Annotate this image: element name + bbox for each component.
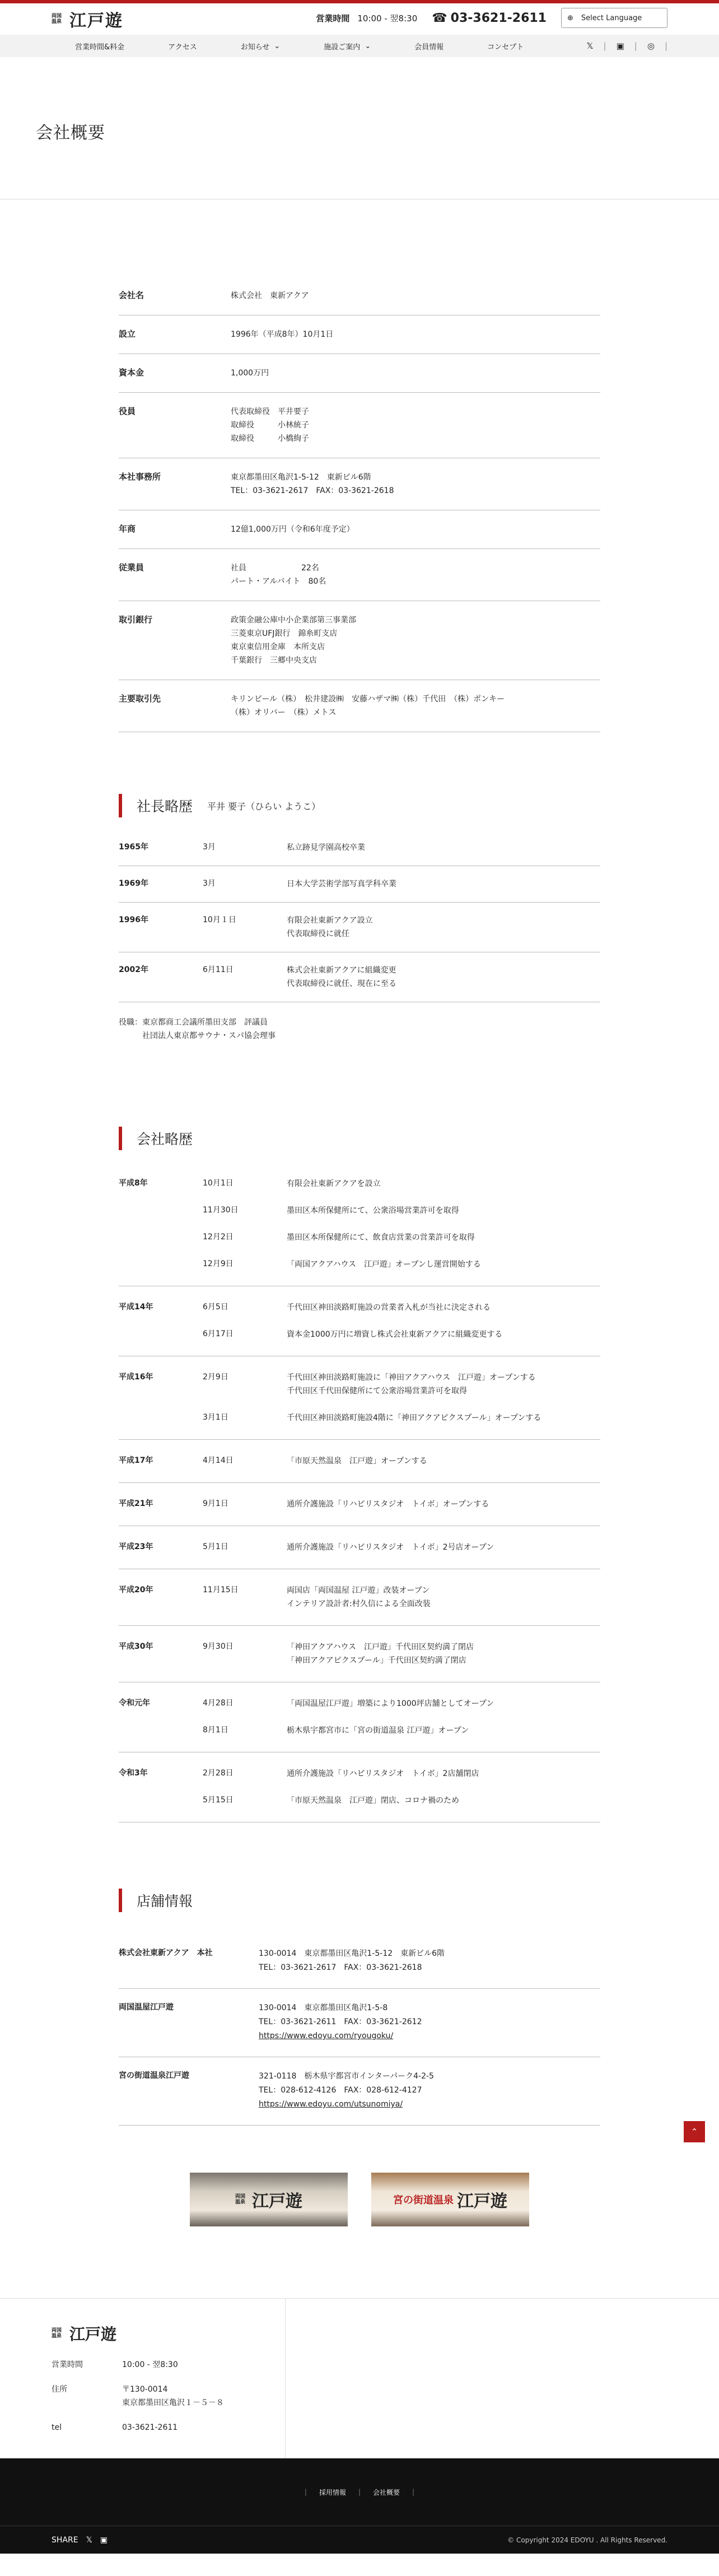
overview-value: 株式会社 東新アクア — [231, 291, 309, 300]
history-date: 8月1日 — [203, 1726, 228, 1735]
overview-value: 1,000万円 — [231, 369, 269, 378]
footer-address: 住所 〒130-0014 東京都墨田区亀沢１－５－８ — [52, 2385, 224, 2407]
overview-key: 年商 — [119, 524, 136, 534]
history-date: 5月15日 — [203, 1796, 234, 1805]
history-text: 有限会社東新アクア設立 代表取締役に就任 — [287, 916, 373, 938]
overview-value: 代表取締役 平井要子 取締役 小林統子 取締役 小橋絢子 — [231, 407, 309, 443]
history-text: 「両国アクアハウス 江戸遊」オープンし運営開始する — [287, 1260, 481, 1269]
history-year: 平成14年 — [119, 1303, 153, 1312]
phone-number[interactable]: ☎ 03-3621-2611 — [432, 11, 547, 25]
page-top-button[interactable] — [684, 2121, 705, 2142]
history-row — [119, 1491, 600, 1518]
history-text: 有限会社東新アクアを設立 — [287, 1179, 381, 1188]
history-year: 平成17年 — [119, 1456, 153, 1465]
copyright: © Copyright 2024 EDOYU . All Rights Reserved. — [507, 2536, 667, 2544]
footer-hours: 営業時間 10:00 - 翌8:30 — [52, 2360, 178, 2369]
history-group — [119, 1483, 600, 1526]
history-text: 「市原天然温泉 江戸遊」閉店、コロナ禍のため — [287, 1796, 459, 1805]
nav-concept[interactable]: コンセプト — [487, 43, 524, 52]
overview-row — [119, 277, 600, 315]
history-year: 1965年 — [119, 843, 148, 852]
store-row — [119, 1989, 600, 2057]
nav-members[interactable]: 会員情報 — [414, 43, 444, 52]
history-text: 「市原天然温泉 江戸遊」オープンする — [287, 1457, 427, 1466]
store-details — [259, 1947, 445, 1975]
president-heading: 社長略歴 平井 要子（ひらい ようこ） — [119, 794, 600, 817]
history-year: 令和元年 — [119, 1699, 150, 1708]
history-group — [119, 1356, 600, 1440]
overview-key: 会社名 — [119, 290, 144, 300]
history-date: 4月28日 — [203, 1699, 234, 1708]
store-link[interactable]: https://www.edoyu.com/ryougoku/ — [259, 2031, 394, 2040]
footer-link-recruit[interactable]: 採用情報 — [319, 2488, 346, 2496]
president-history-row — [119, 866, 600, 903]
twitter-icon[interactable]: 𝕏 — [586, 41, 594, 51]
footer-bar — [0, 2526, 719, 2554]
banners — [119, 2173, 600, 2226]
history-text: 通所介護施設「リハビリスタジオ トイボ」2号店オープン — [287, 1543, 494, 1552]
chevron-down-icon: ⌄ — [274, 41, 281, 50]
history-date: 6月17日 — [203, 1329, 234, 1338]
history-text: 資本金1000万円に増資し株式会社東新アクアに組織変更する — [287, 1330, 503, 1339]
overview-row — [119, 315, 600, 354]
overview-key: 従業員 — [119, 562, 144, 573]
line-share-icon[interactable]: ▣ — [100, 2535, 108, 2545]
history-year: 1969年 — [119, 879, 148, 888]
overview-row — [119, 510, 600, 549]
history-row — [119, 1717, 600, 1744]
history-row — [119, 1364, 600, 1405]
twitter-share-icon[interactable]: 𝕏 — [86, 2535, 92, 2545]
president-history — [119, 830, 600, 1002]
overview-value: キリンビール（株） 松井建設㈱ 安藤ハザマ㈱（株）千代田 （株）ポンキー （株）オリバー （株）メトス — [231, 695, 505, 717]
history-date: 5月1日 — [203, 1542, 228, 1551]
globe-icon: ⊕ — [567, 13, 573, 22]
nav-access[interactable]: アクセス — [168, 43, 197, 52]
stores-heading: 店舗情報 — [119, 1889, 600, 1912]
history-year — [119, 1794, 203, 1807]
business-hours: 営業時間 10:00 - 翌8:30 — [316, 13, 418, 24]
overview-key: 主要取引先 — [119, 694, 161, 704]
president-note: 役職：東京都商工会議所墨田支部 評議員 社団法人東京都サウナ・スパ協会理事 — [119, 1018, 276, 1040]
history-group — [119, 1286, 600, 1356]
history-date: 12月2日 — [203, 1233, 234, 1241]
company-overview-table — [119, 277, 600, 732]
history-date: 6月11日 — [203, 965, 234, 974]
history-row — [119, 1321, 600, 1348]
history-date: 3月 — [203, 879, 216, 888]
history-text: 千代田区神田淡路町施設4階に「神田アクアピクスプール」オープンする — [287, 1413, 541, 1422]
overview-row — [119, 680, 600, 732]
site-header — [0, 3, 719, 35]
site-logo[interactable] — [52, 7, 123, 31]
store-link[interactable]: https://www.edoyu.com/utsunomiya/ — [259, 2100, 403, 2109]
history-date: 9月30日 — [203, 1642, 234, 1651]
history-year: 1996年 — [119, 915, 148, 924]
nav-facilities[interactable]: 施設ご案内 ⌄ — [324, 41, 371, 52]
history-row — [119, 1294, 600, 1321]
store-detail-line: TEL：03-3621-2611 FAX：03-3621-2612 — [259, 2017, 422, 2026]
history-year — [119, 1231, 203, 1244]
overview-value: 東京都墨田区亀沢1-5-12 東新ビル6階 TEL：03-3621-2617 FAX：03-3621-2618 — [231, 473, 394, 495]
history-date: 2月28日 — [203, 1769, 234, 1778]
store-detail-line: 130-0014 東京都墨田区亀沢1-5-12 東新ビル6階 — [259, 1949, 445, 1958]
overview-key: 取引銀行 — [119, 615, 153, 625]
history-text: 両国店「両国温屋 江戸遊」改装オープン インテリア設計者:村久信による全面改装 — [287, 1586, 431, 1608]
history-text: 「両国温屋江戸遊」増築により1000坪店舗としてオープン — [287, 1699, 494, 1708]
store-name: 宮の街道温泉江戸遊 — [119, 2071, 189, 2080]
history-row — [119, 1170, 600, 1197]
history-row — [119, 1197, 600, 1224]
stores-table — [119, 1935, 600, 2126]
history-date: 11月15日 — [203, 1585, 239, 1594]
company-history-heading: 会社略歴 — [119, 1127, 600, 1150]
history-row — [119, 1448, 600, 1475]
share-label: SHARE — [52, 2535, 78, 2545]
history-row — [119, 1787, 600, 1814]
history-year: 平成23年 — [119, 1542, 153, 1551]
overview-key: 本社事務所 — [119, 472, 161, 482]
overview-key: 役員 — [119, 406, 136, 416]
history-group — [119, 1440, 600, 1483]
overview-row — [119, 458, 600, 510]
history-year — [119, 1411, 203, 1425]
history-text: 通所介護施設「リハビリスタジオ トイボ」オープンする — [287, 1500, 489, 1509]
chevron-up-icon: ⌃ — [690, 2127, 698, 2137]
history-year — [119, 1204, 203, 1217]
history-group — [119, 1163, 600, 1286]
overview-value: 12億1,000万円（令和6年度予定） — [231, 525, 354, 534]
history-group — [119, 1682, 600, 1752]
overview-row — [119, 393, 600, 458]
history-text: 日本大学芸術学部写真学科卒業 — [287, 880, 396, 889]
store-row — [119, 1935, 600, 1989]
history-row — [119, 1577, 600, 1617]
footer-logo[interactable]: 両国温泉 江戸遊 — [52, 2325, 117, 2343]
history-text: 株式会社東新アクアに組織変更 代表取締役に就任、現在に至る — [287, 966, 396, 988]
president-history-row — [119, 830, 600, 866]
history-text: 墨田区本所保健所にて、飲食店営業の営業許可を取得 — [287, 1233, 475, 1242]
footer-info — [0, 2298, 719, 2458]
store-name: 両国温屋江戸遊 — [119, 2003, 174, 2012]
history-row — [119, 1534, 600, 1561]
ryogoku-banner[interactable]: 両国温泉 江戸遊 — [190, 2173, 348, 2226]
overview-row — [119, 354, 600, 393]
logo-small-text: 両国温泉 — [52, 13, 62, 25]
history-date: 9月1日 — [203, 1499, 228, 1508]
main-content — [119, 277, 600, 2226]
history-date: 10月１日 — [203, 915, 236, 924]
history-date: 10月1日 — [203, 1179, 234, 1188]
store-details — [259, 2001, 422, 2043]
history-year: 平成16年 — [119, 1373, 153, 1382]
history-row — [119, 1634, 600, 1674]
overview-value: 1996年（平成8年）10月1日 — [231, 330, 334, 339]
history-text: 千代田区神田淡路町施設の営業者入札が当社に決定される — [287, 1303, 491, 1312]
history-year — [119, 1724, 203, 1737]
instagram-icon[interactable]: ◎ — [647, 41, 655, 51]
phone-icon: ☎ — [432, 11, 447, 25]
history-text: 私立跡見学園高校卒業 — [287, 843, 365, 852]
history-year: 平成21年 — [119, 1499, 153, 1508]
page-header — [0, 57, 719, 199]
history-group — [119, 1526, 600, 1569]
history-text: 「神田アクアハウス 江戸遊」千代田区契約満了閉店 「神田アクアピクスプール」千代田区契約満了閉店 — [287, 1643, 474, 1665]
history-row — [119, 1405, 600, 1431]
history-group — [119, 1569, 600, 1626]
history-row — [119, 1224, 600, 1251]
logo-text: 江戸遊 — [69, 11, 123, 31]
company-history — [119, 1163, 600, 1822]
history-year: 令和3年 — [119, 1769, 148, 1778]
history-year — [119, 1258, 203, 1271]
store-row — [119, 2057, 600, 2126]
president-history-row — [119, 952, 600, 1002]
overview-row — [119, 549, 600, 601]
history-date: 3月1日 — [203, 1413, 228, 1422]
history-date: 4月14日 — [203, 1456, 234, 1465]
store-name: 株式会社東新アクア 本社 — [119, 1949, 213, 1957]
footer-tel: tel 03-3621-2611 — [52, 2423, 178, 2432]
history-year: 2002年 — [119, 965, 148, 974]
nav-hours-fees[interactable]: 営業時間&料金 — [75, 43, 125, 52]
store-detail-line: TEL：028-612-4126 FAX：028-612-4127 — [259, 2086, 422, 2095]
store-detail-line: 130-0014 東京都墨田区亀沢1-5-8 — [259, 2003, 388, 2012]
history-date: 3月 — [203, 843, 216, 852]
overview-value: 社員 22名 パート・アルバイト 80名 — [231, 564, 326, 586]
history-date: 12月9日 — [203, 1259, 234, 1268]
store-detail-line: TEL：03-3621-2617 FAX：03-3621-2618 — [259, 1963, 422, 1972]
store-detail-line: 321-0118 栃木県宇都宮市インターパーク4-2-5 — [259, 2072, 434, 2081]
history-year: 平成20年 — [119, 1585, 153, 1594]
history-text: 栃木県宇都宮市に「宮の街道温泉 江戸遊」オープン — [287, 1726, 469, 1735]
president-history-row — [119, 903, 600, 952]
overview-row — [119, 601, 600, 680]
history-row — [119, 1760, 600, 1787]
page-title: 会社概要 — [36, 123, 105, 143]
footer-nav: | 採用情報 | 会社概要 | — [0, 2458, 719, 2526]
history-row — [119, 1690, 600, 1717]
history-year: 平成8年 — [119, 1179, 148, 1188]
line-icon[interactable]: ▣ — [616, 41, 624, 51]
overview-key: 資本金 — [119, 368, 144, 378]
history-text: 墨田区本所保健所にて、公衆浴場営業許可を取得 — [287, 1206, 459, 1215]
history-group — [119, 1752, 600, 1822]
chevron-down-icon: ⌄ — [365, 41, 371, 50]
history-row — [119, 1251, 600, 1278]
history-year: 平成30年 — [119, 1642, 153, 1651]
history-date: 11月30日 — [203, 1206, 239, 1215]
utsunomiya-banner[interactable]: 宮の街道温泉 江戸遊 — [371, 2173, 529, 2226]
history-date: 2月9日 — [203, 1373, 228, 1382]
overview-key: 設立 — [119, 329, 136, 339]
footer-link-company[interactable]: 会社概要 — [373, 2488, 400, 2496]
store-details — [259, 2070, 434, 2112]
language-select[interactable]: ⊕ Select Language — [561, 8, 667, 28]
history-date: 6月5日 — [203, 1303, 228, 1312]
overview-value: 政策金融公庫中小企業部第三事業部 三菱東京UFJ銀行 錦糸町支店 東京東信用金庫 本所支店 千葉銀行 三郷中央支店 — [231, 616, 356, 665]
history-group — [119, 1626, 600, 1682]
history-year — [119, 1328, 203, 1341]
main-nav: 営業時間&料金 アクセス お知らせ ⌄ 施設ご案内 ⌄ 会員情報 コンセプト 𝕏 | ▣ | ◎ | — [0, 35, 719, 57]
nav-news[interactable]: お知らせ ⌄ — [240, 41, 281, 52]
history-text: 千代田区神田淡路町施設に「神田アクアハウス 江戸遊」オープンする 千代田区千代田保健所にて公衆浴場営業許可を取得 — [287, 1373, 536, 1396]
history-text: 通所介護施設「リハビリスタジオ トイボ」2店舗閉店 — [287, 1769, 479, 1778]
